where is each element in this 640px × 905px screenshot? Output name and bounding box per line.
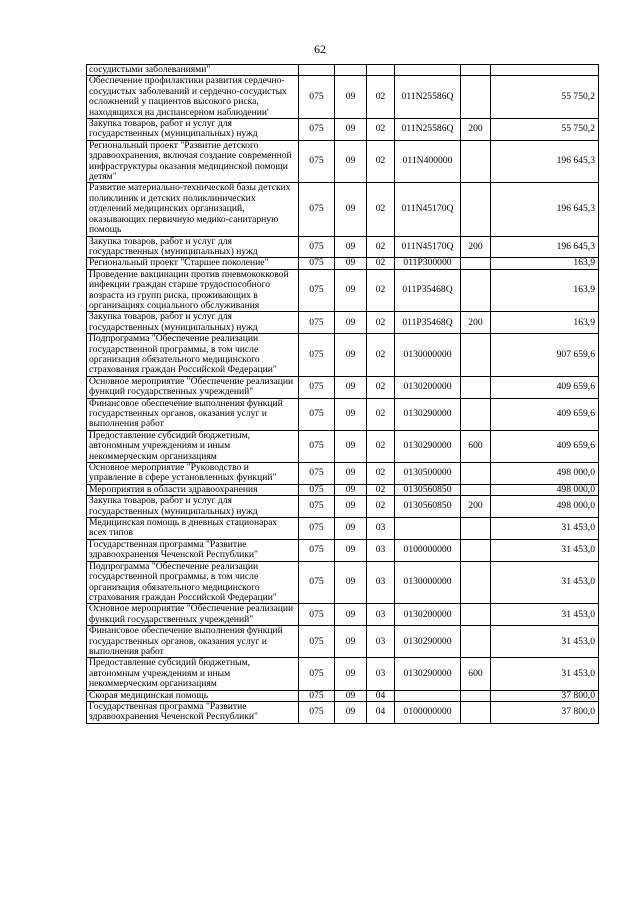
table-row [87,398,599,430]
subsection-code-cell: 02 [367,236,395,258]
section-code-cell: 09 [335,496,367,518]
table-row [87,561,599,604]
target-article-cell: 0130000000 [395,334,461,377]
section-code-cell [335,65,367,76]
item-name-cell: Предоставление субсидий бюджетным, автономным учреждениям и иным некоммерческим организациям [87,430,299,462]
ministry-code-cell: 075 [299,258,335,269]
item-name-cell: Обеспечение профилактики развития сердечно-сосудистых заболеваний и сердечно-сосудистых осложнений у пациентов высокого риска, находящихся на диспансерном наблюдении' [87,76,299,119]
subsection-code-cell: 02 [367,496,395,518]
table-row [87,701,599,723]
subsection-code-cell: 02 [367,430,395,462]
section-code-cell: 09 [335,334,367,377]
subsection-code-cell: 02 [367,119,395,141]
amount-cell: 31 453,0 [491,604,599,626]
item-name-cell: Мероприятия в области здравоохранения [87,484,299,495]
expense-type-cell [461,561,491,604]
item-name-cell: Развитие материально-технической базы детских поликлиник и детских поликлинических отделений медицинских организаций, оказывающих первичную медико-санитарную помощь [87,183,299,236]
ministry-code-cell: 075 [299,76,335,119]
ministry-code-cell: 075 [299,236,335,258]
target-article-cell: 0100000000 [395,701,461,723]
ministry-code-cell: 075 [299,140,335,183]
ministry-code-cell: 075 [299,183,335,236]
section-code-cell: 09 [335,658,367,690]
item-name-cell: Закупка товаров, работ и услуг для государственных (муниципальных) нужд [87,496,299,518]
table-row [87,496,599,518]
section-code-cell: 09 [335,119,367,141]
amount-cell: 163,9 [491,269,599,312]
subsection-code-cell: 02 [367,269,395,312]
section-code-cell: 09 [335,258,367,269]
expense-type-cell [461,518,491,540]
subsection-code-cell: 02 [367,398,395,430]
item-name-cell: Финансовое обеспечение выполнения функций государственных органов, оказания услуг и выполнения работ [87,398,299,430]
target-article-cell: 0130290000 [395,398,461,430]
amount-cell: 196 645,3 [491,236,599,258]
item-name-cell: Региональный проект "Старшее поколение" [87,258,299,269]
ministry-code-cell: 075 [299,398,335,430]
subsection-code-cell: 03 [367,626,395,658]
table-row [87,518,599,540]
section-code-cell: 09 [335,561,367,604]
table-row [87,626,599,658]
ministry-code-cell: 075 [299,430,335,462]
subsection-code-cell: 03 [367,658,395,690]
item-name-cell: Финансовое обеспечение выполнения функций государственных органов, оказания услуг и выполнения работ [87,626,299,658]
section-code-cell: 09 [335,701,367,723]
subsection-code-cell: 03 [367,604,395,626]
table-row [87,376,599,398]
expense-type-cell: 600 [461,430,491,462]
item-name-cell: Подпрограмма "Обеспечение реализации государственной программы, в том числе организация обязательного медицинского страхования граждан Российской Федерации" [87,334,299,377]
amount-cell: 409 659,6 [491,430,599,462]
expense-type-cell [461,604,491,626]
ministry-code-cell: 075 [299,658,335,690]
ministry-code-cell: 075 [299,701,335,723]
item-name-cell: Проведение вакцинации против пневмококковой инфекции граждан старше трудоспособного возраста из групп риска, проживающих в организациях социального обслуживания [87,269,299,312]
item-name-cell: Подпрограмма "Обеспечение реализации государственной программы, в том числе организация обязательного медицинского страхования граждан Российской Федерации" [87,561,299,604]
amount-cell: 31 453,0 [491,626,599,658]
expense-type-cell [461,626,491,658]
target-article-cell: 011N45170Q [395,236,461,258]
ministry-code-cell: 075 [299,690,335,701]
section-code-cell: 09 [335,463,367,485]
table-row [87,463,599,485]
item-name-cell: Закупка товаров, работ и услуг для государственных (муниципальных) нужд [87,236,299,258]
expense-type-cell: 200 [461,312,491,334]
table-row [87,183,599,236]
section-code-cell: 09 [335,484,367,495]
target-article-cell [395,65,461,76]
amount-cell: 37 800,0 [491,690,599,701]
expense-type-cell [461,76,491,119]
section-code-cell: 09 [335,690,367,701]
ministry-code-cell: 075 [299,484,335,495]
item-name-cell: Основное мероприятие "Обеспечение реализации функций государственных учреждений" [87,376,299,398]
section-code-cell: 09 [335,430,367,462]
subsection-code-cell: 02 [367,334,395,377]
amount-cell: 55 750,2 [491,76,599,119]
target-article-cell: 0130290000 [395,430,461,462]
expense-type-cell [461,539,491,561]
ministry-code-cell [299,65,335,76]
expense-type-cell [461,398,491,430]
section-code-cell: 09 [335,183,367,236]
item-name-cell: Основное мероприятие "Обеспечение реализации функций государственных учреждений" [87,604,299,626]
amount-cell: 55 750,2 [491,119,599,141]
ministry-code-cell: 075 [299,376,335,398]
table-row [87,258,599,269]
item-name-cell: сосудистыми заболеваниями" [87,65,299,76]
target-article-cell [395,518,461,540]
table-row [87,430,599,462]
target-article-cell: 0130290000 [395,626,461,658]
ministry-code-cell: 075 [299,539,335,561]
target-article-cell: 0130500000 [395,463,461,485]
target-article-cell: 011N25586Q [395,76,461,119]
table-row [87,484,599,495]
item-name-cell: Закупка товаров, работ и услуг для государственных (муниципальных) нужд [87,119,299,141]
ministry-code-cell: 075 [299,312,335,334]
expense-type-cell [461,376,491,398]
expense-type-cell: 600 [461,658,491,690]
section-code-cell: 09 [335,626,367,658]
table-row [87,334,599,377]
expense-type-cell [461,690,491,701]
target-article-cell: 0130200000 [395,604,461,626]
amount-cell: 31 453,0 [491,539,599,561]
section-code-cell: 09 [335,236,367,258]
target-article-cell: 0130290000 [395,658,461,690]
ministry-code-cell: 075 [299,496,335,518]
item-name-cell: Скорая медицинская помощь [87,690,299,701]
table-row [87,312,599,334]
expense-type-cell: 200 [461,119,491,141]
target-article-cell: 0130560850 [395,484,461,495]
item-name-cell: Предоставление субсидий бюджетным, автономным учреждениям и иным некоммерческим организациям [87,658,299,690]
subsection-code-cell: 02 [367,183,395,236]
target-article-cell: 0130000000 [395,561,461,604]
budget-table [86,64,599,724]
subsection-code-cell [367,65,395,76]
ministry-code-cell: 075 [299,561,335,604]
amount-cell: 163,9 [491,312,599,334]
section-code-cell: 09 [335,312,367,334]
expense-type-cell: 200 [461,496,491,518]
expense-type-cell: 200 [461,236,491,258]
item-name-cell: Медицинская помощь в дневных стационарах всех типов [87,518,299,540]
target-article-cell: 011P35468Q [395,269,461,312]
section-code-cell: 09 [335,518,367,540]
amount-cell: 196 645,3 [491,183,599,236]
item-name-cell: Региональный проект "Развитие детского здравоохранения, включая создание современной инфраструктуры оказания медицинской помощи детям" [87,140,299,183]
item-name-cell: Основное мероприятие "Руководство и управление в сфере установленных функций" [87,463,299,485]
ministry-code-cell: 075 [299,334,335,377]
table-row [87,269,599,312]
subsection-code-cell: 02 [367,76,395,119]
expense-type-cell [461,258,491,269]
amount-cell: 409 659,6 [491,398,599,430]
amount-cell: 196 645,3 [491,140,599,183]
section-code-cell: 09 [335,269,367,312]
subsection-code-cell: 02 [367,258,395,269]
ministry-code-cell: 075 [299,626,335,658]
expense-type-cell [461,334,491,377]
table-row [87,76,599,119]
amount-cell: 37 800,0 [491,701,599,723]
amount-cell: 498 000,0 [491,484,599,495]
section-code-cell: 09 [335,604,367,626]
amount-cell: 498 000,0 [491,463,599,485]
ministry-code-cell: 075 [299,604,335,626]
subsection-code-cell: 03 [367,561,395,604]
table-row [87,539,599,561]
section-code-cell: 09 [335,398,367,430]
expense-type-cell [461,701,491,723]
amount-cell: 31 453,0 [491,518,599,540]
target-article-cell: 011N400000 [395,140,461,183]
target-article-cell: 0130200000 [395,376,461,398]
subsection-code-cell: 03 [367,518,395,540]
amount-cell: 498 000,0 [491,496,599,518]
subsection-code-cell: 02 [367,376,395,398]
subsection-code-cell: 04 [367,690,395,701]
ministry-code-cell: 075 [299,463,335,485]
target-article-cell: 011N25586Q [395,119,461,141]
amount-cell [491,65,599,76]
amount-cell: 31 453,0 [491,658,599,690]
target-article-cell [395,690,461,701]
target-article-cell: 0100000000 [395,539,461,561]
table-row [87,236,599,258]
table-row [87,604,599,626]
subsection-code-cell: 02 [367,140,395,183]
item-name-cell: Закупка товаров, работ и услуг для государственных (муниципальных) нужд [87,312,299,334]
table-row [87,658,599,690]
expense-type-cell [461,183,491,236]
section-code-cell: 09 [335,140,367,183]
amount-cell: 31 453,0 [491,561,599,604]
section-code-cell: 09 [335,76,367,119]
page-number: 62 [314,42,326,56]
amount-cell: 163,9 [491,258,599,269]
amount-cell: 409 659,6 [491,376,599,398]
amount-cell: 907 659,6 [491,334,599,377]
table-row [87,140,599,183]
subsection-code-cell: 02 [367,463,395,485]
target-article-cell: 011P35468Q [395,312,461,334]
expense-type-cell [461,65,491,76]
ministry-code-cell: 075 [299,269,335,312]
item-name-cell: Государственная программа "Развитие здравоохранения Чеченской Республики" [87,539,299,561]
expense-type-cell [461,269,491,312]
section-code-cell: 09 [335,376,367,398]
expense-type-cell [461,463,491,485]
target-article-cell: 011P300000 [395,258,461,269]
subsection-code-cell: 03 [367,539,395,561]
section-code-cell: 09 [335,539,367,561]
table-row [87,690,599,701]
item-name-cell: Государственная программа "Развитие здравоохранения Чеченской Республики" [87,701,299,723]
subsection-code-cell: 02 [367,484,395,495]
subsection-code-cell: 04 [367,701,395,723]
target-article-cell: 011N45170Q [395,183,461,236]
expense-type-cell [461,140,491,183]
table-row [87,65,599,76]
target-article-cell: 0130560850 [395,496,461,518]
expense-type-cell [461,484,491,495]
ministry-code-cell: 075 [299,518,335,540]
ministry-code-cell: 075 [299,119,335,141]
table-row [87,119,599,141]
subsection-code-cell: 02 [367,312,395,334]
